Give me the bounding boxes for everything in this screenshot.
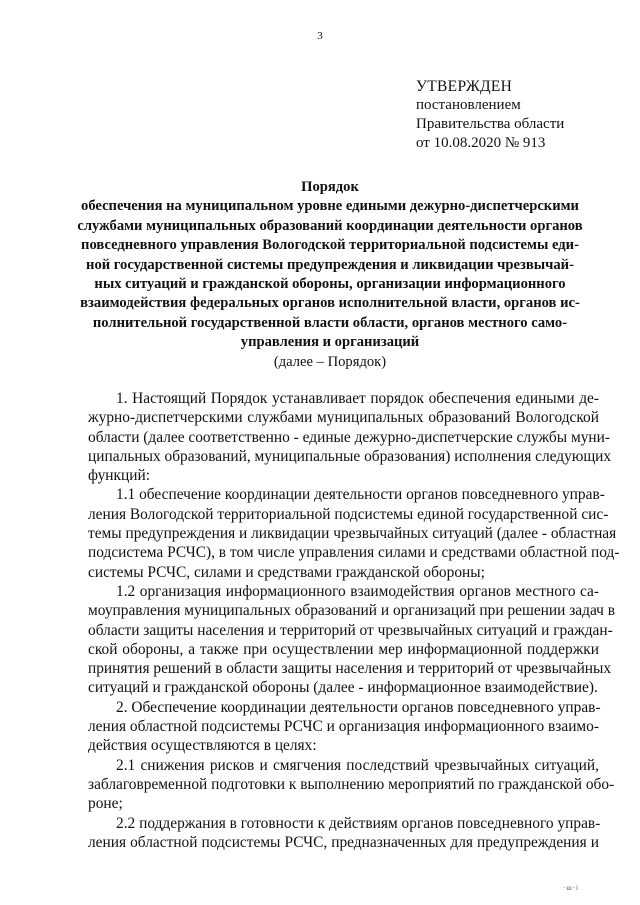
footer-mark: ·ш·і (563, 884, 579, 892)
text-line: 1. Настоящий Порядок устанавливает порядок обеспечения едиными де- (116, 390, 599, 407)
title-note: (далее – Порядок) (273, 353, 387, 370)
paragraph-1 (88, 389, 612, 485)
text-line: моуправления муниципальных образований и организаций при решении задач в (88, 602, 616, 620)
document-title: Порядок (301, 179, 359, 195)
approval-heading: УТВЕРЖДЕН (416, 78, 513, 95)
approval-line: Правительства области (416, 116, 565, 132)
text-line: 2. Обеспечение координации деятельности органов повседневного управ- (116, 698, 601, 716)
text-line: заблаговременной подготовки к выполнению мероприятий по гражданской обо- (88, 775, 615, 793)
document-body (88, 389, 620, 852)
title-line: повседневного управления Вологодской территориальной подсистемы еди- (81, 237, 579, 254)
text-line: 1.2 организация информационного взаимодействия органов местного са- (116, 582, 599, 600)
text-line: области защиты населения и территорий от чрезвычайных ситуаций и граждан- (88, 621, 613, 639)
title-line: ной государственной системы предупреждения и ликвидации чрезвычай- (86, 256, 574, 273)
text-line: роне; (88, 795, 123, 813)
text-line: принятия решений в области защиты населения и территорий от чрезвычайных (88, 660, 612, 678)
paragraph-2 (88, 698, 599, 756)
title-line: взаимодействия федеральных органов исполнительной власти, органов ис- (80, 295, 580, 312)
text-line: 2.2 поддержания в готовности к действиям органов повседневного управ- (116, 814, 601, 832)
text-line: действия осуществляются в целях: (88, 737, 317, 755)
text-line: области (далее соответственно - единые дежурно-диспетчерские службы муни- (88, 428, 610, 446)
text-line: функций: (88, 467, 150, 485)
text-line: ситуаций и гражданской обороны (далее - информационное взаимодействие). (88, 679, 598, 697)
text-line: журно-диспетчерскими службами муниципальных образований Вологодской (88, 409, 599, 427)
title-line: управления и организаций (240, 334, 420, 351)
paragraph-1-1 (88, 485, 620, 581)
text-line: ской обороны, а также при осуществлении мер информационной поддержки (88, 640, 599, 658)
paragraph-2-2 (88, 814, 599, 853)
text-line: ления Вологодской территориальной подсистемы единой государственной сис- (88, 505, 609, 523)
approval-date-number: от 10.08.2020 № 913 (416, 135, 546, 151)
document-title-block (60, 178, 600, 372)
approval-stamp (416, 77, 616, 153)
text-line: 1.1 обеспечение координации деятельности органов повседневного управ- (116, 486, 605, 504)
text-line: ления областной подсистемы РСЧС и организация информационного взаимо- (88, 718, 599, 736)
text-line: ципальных образований, муниципальные образования) исполнения следующих (88, 447, 612, 465)
approval-line: постановлением (416, 97, 521, 113)
title-line: полнительной государственной власти области, органов местного само- (92, 314, 568, 331)
text-line: системы РСЧС, силами и средствами гражданской обороны; (88, 563, 485, 581)
title-line: обеспечения на муниципальном уровне едиными дежурно-диспетчерскими (81, 198, 579, 215)
paragraph-2-1 (88, 756, 615, 814)
paragraph-1-2 (88, 582, 616, 698)
text-line: темы предупреждения и ликвидации чрезвычайных ситуаций (далее - областная (88, 525, 617, 543)
text-line: 2.1 снижения рисков и смягчения последствий чрезвычайных ситуаций, (116, 756, 599, 774)
page-number: 3 (317, 30, 323, 42)
text-line: ления областной подсистемы РСЧС, предназначенных для предупреждения и (88, 833, 599, 851)
title-line: службами муниципальных образований координации деятельности органов (77, 217, 583, 234)
text-line: подсистема РСЧС), в том числе управления силами и средствами областной под- (88, 544, 620, 562)
title-line: ных ситуаций и гражданской обороны, организации информационного (94, 276, 566, 293)
